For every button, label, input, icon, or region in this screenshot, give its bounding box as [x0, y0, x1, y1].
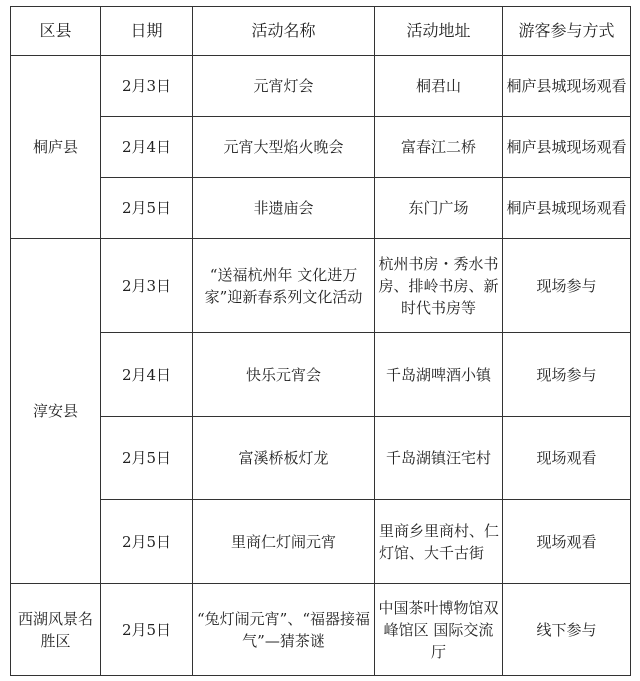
activity-name-cell: 里商仁灯闹元宵 [193, 500, 375, 584]
activity-name-cell: 元宵灯会 [193, 56, 375, 117]
activity-address-cell: 千岛湖啤酒小镇 [375, 333, 503, 417]
activity-address-cell: 东门广场 [375, 178, 503, 239]
date-cell: 2月5日 [101, 417, 193, 500]
header-activity-address: 活动地址 [375, 7, 503, 56]
table-row [11, 56, 631, 117]
activity-address-cell: 桐君山 [375, 56, 503, 117]
header-activity-name: 活动名称 [193, 7, 375, 56]
header-district: 区县 [11, 7, 101, 56]
activity-address-cell: 千岛湖镇汪宅村 [375, 417, 503, 500]
table-row [11, 333, 631, 417]
visitor-mode-cell: 现场观看 [503, 417, 631, 500]
district-cell: 西湖风景名胜区 [11, 584, 101, 676]
header-date: 日期 [101, 7, 193, 56]
date-cell: 2月4日 [101, 333, 193, 417]
activity-address-cell: 杭州书房・秀水书房、排岭书房、新时代书房等 [375, 239, 503, 333]
visitor-mode-cell: 线下参与 [503, 584, 631, 676]
district-cell: 淳安县 [11, 239, 101, 584]
header-row [11, 7, 631, 56]
date-cell: 2月3日 [101, 56, 193, 117]
table-row [11, 239, 631, 333]
table-row [11, 178, 631, 239]
table-row [11, 417, 631, 500]
table-row [11, 117, 631, 178]
activity-address-cell: 富春江二桥 [375, 117, 503, 178]
header-visitor-mode: 游客参与方式 [503, 7, 631, 56]
table-row [11, 500, 631, 584]
activity-name-cell: 非遗庙会 [193, 178, 375, 239]
date-cell: 2月5日 [101, 178, 193, 239]
activity-name-cell: 快乐元宵会 [193, 333, 375, 417]
visitor-mode-cell: 现场参与 [503, 239, 631, 333]
visitor-mode-cell: 桐庐县城现场观看 [503, 178, 631, 239]
activity-address-cell: 里商乡里商村、仁灯馆、大千古街 [375, 500, 503, 584]
table-row [11, 584, 631, 676]
activity-name-cell: 元宵大型焰火晚会 [193, 117, 375, 178]
activity-name-cell: 富溪桥板灯龙 [193, 417, 375, 500]
date-cell: 2月5日 [101, 500, 193, 584]
visitor-mode-cell: 现场参与 [503, 333, 631, 417]
activity-address-cell: 中国茶叶博物馆双峰馆区 国际交流厅 [375, 584, 503, 676]
date-cell: 2月4日 [101, 117, 193, 178]
date-cell: 2月3日 [101, 239, 193, 333]
activity-name-cell: “兔灯闹元宵”、“福器接福气”—猜茶谜 [193, 584, 375, 676]
activity-name-cell: “送福杭州年 文化进万家”迎新春系列文化活动 [193, 239, 375, 333]
date-cell: 2月5日 [101, 584, 193, 676]
events-table [10, 6, 631, 676]
visitor-mode-cell: 桐庐县城现场观看 [503, 56, 631, 117]
visitor-mode-cell: 桐庐县城现场观看 [503, 117, 631, 178]
district-cell: 桐庐县 [11, 56, 101, 239]
visitor-mode-cell: 现场观看 [503, 500, 631, 584]
